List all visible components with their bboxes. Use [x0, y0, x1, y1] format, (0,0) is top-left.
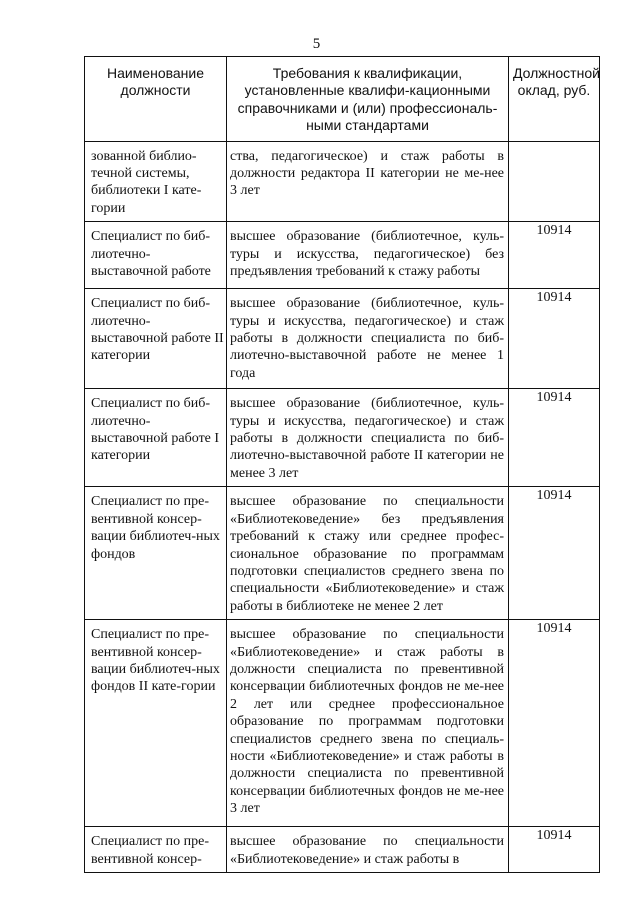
position-name-cell: Специалист по пре-вентивной консер- [85, 827, 227, 873]
table-row [85, 620, 600, 827]
requirements-cell: ства, педагогическое) и стаж работы в должности редактора II категории не ме-нее 3 лет [227, 141, 509, 222]
table-header-row [85, 57, 600, 142]
salary-cell: 10914 [509, 620, 600, 827]
requirements-cell: высшее образование по специальности «Библиотековедение» и стаж работы в должности специалиста по превентивной консервации библиотечных фондов не ме-нее 2 лет или среднее профессиональное образование по программам подготовки специалистов среднего звена по специаль-ности «Библиотековедение» и стаж работы в должности специалиста по превентивной консервации библиотечных фондов не ме-нее 3 лет [227, 620, 509, 827]
position-name-cell: Специалист по пре-вентивной консер-вации библиотеч-ных фондов II кате-гории [85, 620, 227, 827]
requirements-cell: высшее образование (библиотечное, куль-туры и искусства, педагогическое) и стаж работы в должности специалиста по биб-лиотечно-выставочной работе не менее 1 года [227, 289, 509, 389]
position-name-cell: Специалист по биб-лиотечно-выставочной работе I категории [85, 389, 227, 487]
position-name-cell: Специалист по пре-вентивной консер-вации библиотеч-ных фондов [85, 487, 227, 620]
position-name-cell: зованной библио-течной системы, библиотеки I кате-гории [85, 141, 227, 222]
salary-cell [509, 141, 600, 222]
position-name-cell: Специалист по биб-лиотечно-выставочной работе II категории [85, 289, 227, 389]
header-position-name: Наименование должности [85, 57, 227, 142]
qualification-salary-table [84, 56, 600, 873]
requirements-cell: высшее образование по специальности «Библиотековедение» без предъявления требований к стажу или среднее профес-сиональное образование по программам подготовки специалистов среднего звена по специальности «Библиотековедение» и стаж работы в библиотеке не менее 2 лет [227, 487, 509, 620]
requirements-cell: высшее образование (библиотечное, куль-туры и искусства, педагогическое) без предъявления требований к стажу работы [227, 222, 509, 289]
table-row [85, 389, 600, 487]
header-salary: Должностной оклад, руб. [509, 57, 600, 142]
salary-cell: 10914 [509, 487, 600, 620]
position-name-cell: Специалист по биб-лиотечно-выставочной работе [85, 222, 227, 289]
table-row [85, 222, 600, 289]
page-number: 5 [312, 36, 321, 52]
table-row [85, 141, 600, 222]
salary-cell: 10914 [509, 389, 600, 487]
salary-cell: 10914 [509, 827, 600, 873]
requirements-cell: высшее образование (библиотечное, куль-туры и искусства, педагогическое) и стаж работы в должности специалиста по биб-лиотечно-выставочной работе II категории не менее 3 лет [227, 389, 509, 487]
table-row [85, 827, 600, 873]
salary-cell: 10914 [509, 289, 600, 389]
salary-cell: 10914 [509, 222, 600, 289]
requirements-cell: высшее образование по специальности «Библиотековедение» и стаж работы в [227, 827, 509, 873]
table-row [85, 487, 600, 620]
table-row [85, 289, 600, 389]
header-qualification-requirements: Требования к квалификации, установленные квалифи-кационными справочниками и (или) профессиональ-ными стандартами [227, 57, 509, 142]
